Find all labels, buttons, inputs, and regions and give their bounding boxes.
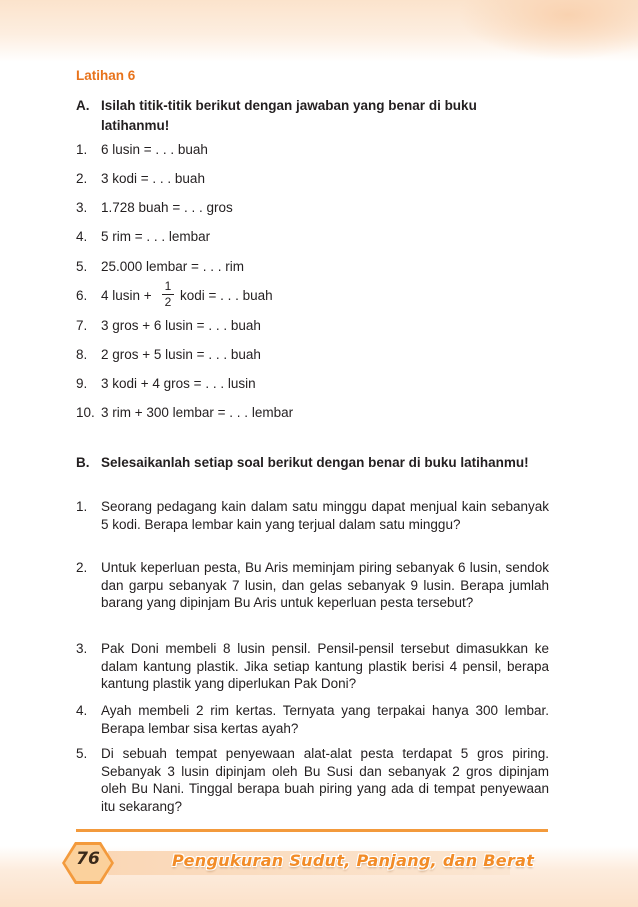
item-text-after: kodi = . . . buah bbox=[180, 288, 273, 303]
item-number: 9. bbox=[76, 376, 88, 391]
item-text: 6 lusin = . . . buah bbox=[101, 142, 208, 157]
bottom-rule bbox=[76, 829, 548, 832]
item-text: 3 rim + 300 lembar = . . . lembar bbox=[101, 405, 294, 420]
item-number: 3. bbox=[76, 641, 88, 656]
part-a-item-6 bbox=[76, 279, 550, 317]
item-text: 3 gros + 6 lusin = . . . buah bbox=[101, 318, 261, 333]
fraction-denominator: 2 bbox=[164, 295, 172, 309]
chapter-title: Pengukuran Sudut, Panjang, dan Berat bbox=[172, 851, 535, 870]
item-number: 2. bbox=[76, 560, 88, 575]
item-text: Ayah membeli 2 rim kertas. Ternyata yang terpakai hanya 300 lembar. Berapa lembar sisa kertas ayah? bbox=[101, 703, 549, 736]
item-number: 5. bbox=[76, 259, 88, 274]
item-number: 6. bbox=[76, 288, 88, 303]
section-title: Latihan 6 bbox=[76, 68, 136, 83]
part-b-heading bbox=[76, 453, 546, 493]
item-text: 3 kodi + 4 gros = . . . lusin bbox=[101, 376, 256, 391]
part-a-letter: A. bbox=[76, 98, 90, 113]
item-number: 3. bbox=[76, 200, 88, 215]
item-text: 1.728 buah = . . . gros bbox=[101, 200, 233, 215]
part-b-instruction: Selesaikanlah setiap soal berikut dengan benar di buku latihanmu! bbox=[101, 455, 529, 470]
part-b-letter: B. bbox=[76, 455, 90, 470]
item-number: 1. bbox=[76, 142, 88, 157]
item-text: Untuk keperluan pesta, Bu Aris meminjam piring sebanyak 6 lusin, sendok dan garpu sebanyak 7 lusin, dan gelas sebanyak 9 lusin. Berapa jumlah barang yang dipinjam Bu Aris untuk keperluan pesta tersebut? bbox=[101, 560, 549, 610]
item-number: 7. bbox=[76, 318, 88, 333]
item-text-before: 4 lusin + bbox=[101, 288, 152, 303]
item-text: Seorang pedagang kain dalam satu minggu dapat menjual kain sebanyak 5 kodi. Berapa lembar kain yang terjual dalam satu minggu? bbox=[101, 499, 549, 532]
header-decoration bbox=[0, 0, 638, 62]
part-a-heading bbox=[76, 96, 546, 136]
item-number: 5. bbox=[76, 746, 88, 761]
item-number: 4. bbox=[76, 703, 88, 718]
item-text: Pak Doni membeli 8 lusin pensil. Pensil-pensil tersebut dimasukkan ke dalam kantung plastik. Jika setiap kantung plastik berisi 4 pensil, berapa kantung plastik yang diperlukan Pak Doni? bbox=[101, 641, 549, 691]
item-number: 2. bbox=[76, 171, 88, 186]
item-text: Di sebuah tempat penyewaan alat-alat pesta terdapat 5 gros piring. Sebanyak 3 lusin dipinjam oleh Bu Susi dan sebanyak 2 gros dipinjam oleh Bu Nani. Tinggal berapa buah piring yang ada di tempat penyewaan itu sekarang? bbox=[101, 746, 549, 814]
item-text: 25.000 lembar = . . . rim bbox=[101, 259, 244, 274]
item-text: 2 gros + 5 lusin = . . . buah bbox=[101, 347, 261, 362]
fraction-numerator: 1 bbox=[164, 279, 172, 293]
item-number: 4. bbox=[76, 229, 88, 244]
item-text: 3 kodi = . . . buah bbox=[101, 171, 205, 186]
page-number: 76 bbox=[76, 849, 100, 869]
item-number: 10. bbox=[76, 405, 95, 420]
item-number: 1. bbox=[76, 499, 88, 514]
part-a-instruction: Isilah titik-titik berikut dengan jawaban yang benar di buku latihanmu! bbox=[101, 98, 477, 133]
item-text: 5 rim = . . . lembar bbox=[101, 229, 211, 244]
item-number: 8. bbox=[76, 347, 88, 362]
